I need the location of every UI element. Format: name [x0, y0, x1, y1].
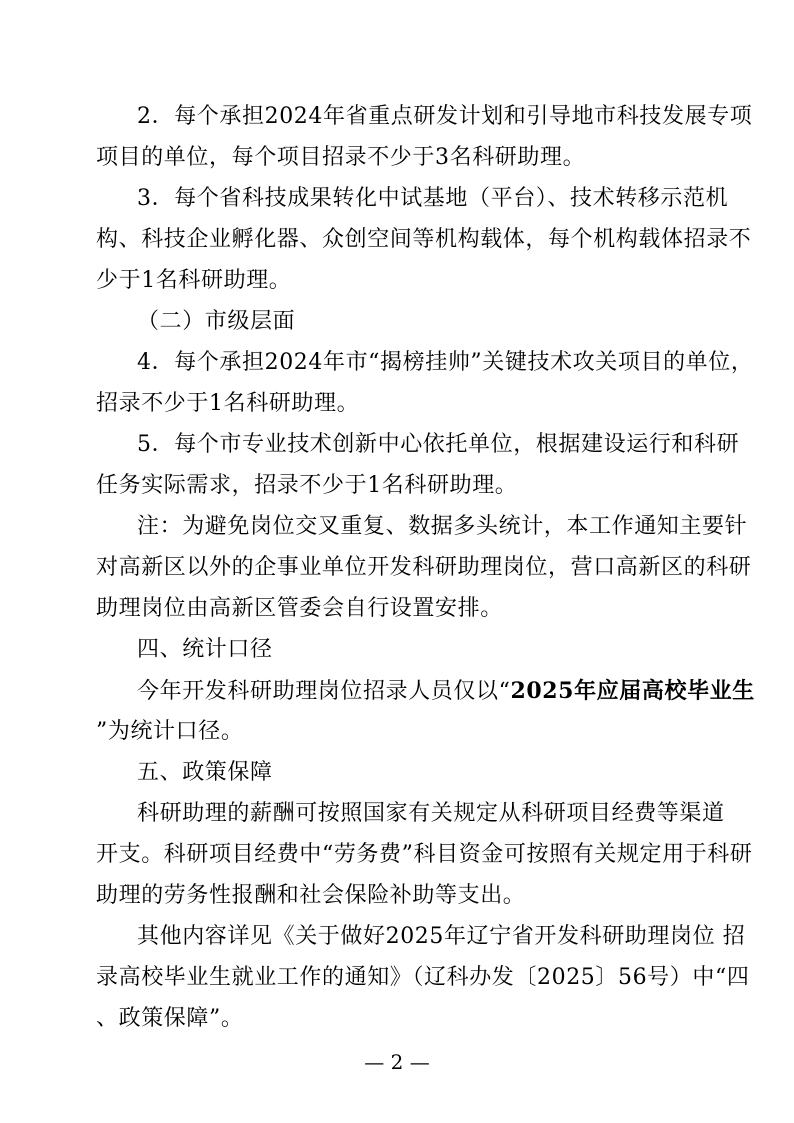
paragraph-line: 科研助理的薪酬可按照国家有关规定从科研项目经费等渠道 [137, 801, 725, 826]
note-line: 助理岗位由高新区管委会自行设置安排。 [96, 596, 503, 621]
paragraph-text: 今年开发科研助理岗位招录人员仅以“ [137, 679, 511, 704]
section-heading: 四、统计口径 [137, 637, 273, 662]
paragraph-line: 开支。科研项目经费中“劳务费”科目资金可按照有关规定用于科研 [96, 842, 753, 867]
paragraph-line: 3．每个省科技成果转化中试基地（平台）、技术转移示范机 [137, 186, 729, 211]
note-line: 对高新区以外的企事业单位开发科研助理岗位，营口高新区的科研 [96, 555, 752, 580]
paragraph-line: 构、科技企业孵化器、众创空间等机构载体，每个机构载体招录不 [96, 227, 752, 252]
paragraph-line: 任务实际需求，招录不少于1名科研助理。 [96, 473, 518, 498]
paragraph-line: 其他内容详见《关于做好2025年辽宁省开发科研助理岗位 招 [137, 924, 746, 949]
section-heading: （二）市级层面 [137, 309, 296, 334]
paragraph-line: 招录不少于1名科研助理。 [96, 391, 360, 416]
paragraph-line: 助理的劳务性报酬和社会保险补助等支出。 [96, 883, 526, 908]
paragraph-line: 5．每个市专业技术创新中心依托单位，根据建设运行和科研 [137, 432, 740, 457]
paragraph-line [137, 671, 794, 711]
paragraph-line: 2．每个承担2024年省重点研发计划和引导地市科技发展专项 [137, 104, 753, 129]
paragraph-line: 项目的单位，每个项目招录不少于3名科研助理。 [96, 145, 586, 170]
paragraph-line: 录高校毕业生就业工作的通知》（辽科办发〔2025〕56号）中“四 [96, 965, 750, 990]
note-line: 注：为避免岗位交叉重复、数据多头统计，本工作通知主要针 [137, 514, 748, 539]
page-number: — 2 — [364, 1050, 430, 1074]
section-heading: 五、政策保障 [137, 760, 273, 785]
emphasis-text: 2025年应届高校毕业生 [510, 678, 755, 704]
paragraph-line: 4．每个承担2024年市“揭榜挂帅”关键技术攻关项目的单位， [137, 350, 754, 375]
paragraph-line: 、政策保障”。 [96, 1006, 244, 1031]
paragraph-line: ”为统计口径。 [96, 719, 244, 744]
paragraph-line: 少于1名科研助理。 [96, 268, 292, 293]
